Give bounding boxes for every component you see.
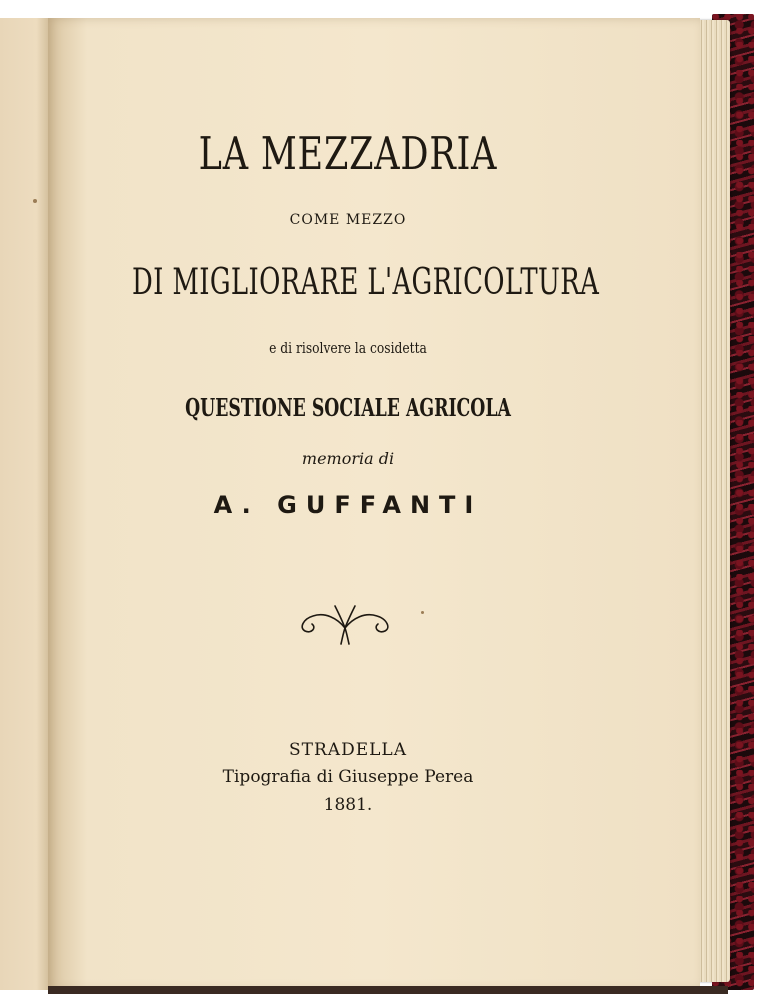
subtitle-questione: QUESTIONE SOCIALE AGRICOLA bbox=[185, 393, 511, 422]
foxing-spot bbox=[421, 611, 424, 614]
subtitle-memoria: memoria di bbox=[301, 449, 395, 468]
book-title: LA MEZZADRIA bbox=[198, 127, 498, 180]
page-bottom-edge bbox=[48, 986, 728, 994]
flourish-ornament-icon bbox=[295, 600, 395, 646]
printer-name: Tipografia di Giuseppe Perea bbox=[222, 767, 474, 787]
subtitle-come-mezzo: COME MEZZO bbox=[289, 212, 407, 228]
publication-year: 1881. bbox=[323, 795, 373, 815]
foxing-spot bbox=[33, 199, 37, 203]
left-page bbox=[0, 18, 53, 990]
subtitle-migliorare: DI MIGLIORARE L'AGRICOLTURA bbox=[131, 262, 600, 303]
subtitle-risolvere: e di risolvere la cosidetta bbox=[269, 339, 427, 357]
publication-place: STRADELLA bbox=[289, 740, 407, 760]
author-name: A. GUFFANTI bbox=[213, 491, 483, 519]
